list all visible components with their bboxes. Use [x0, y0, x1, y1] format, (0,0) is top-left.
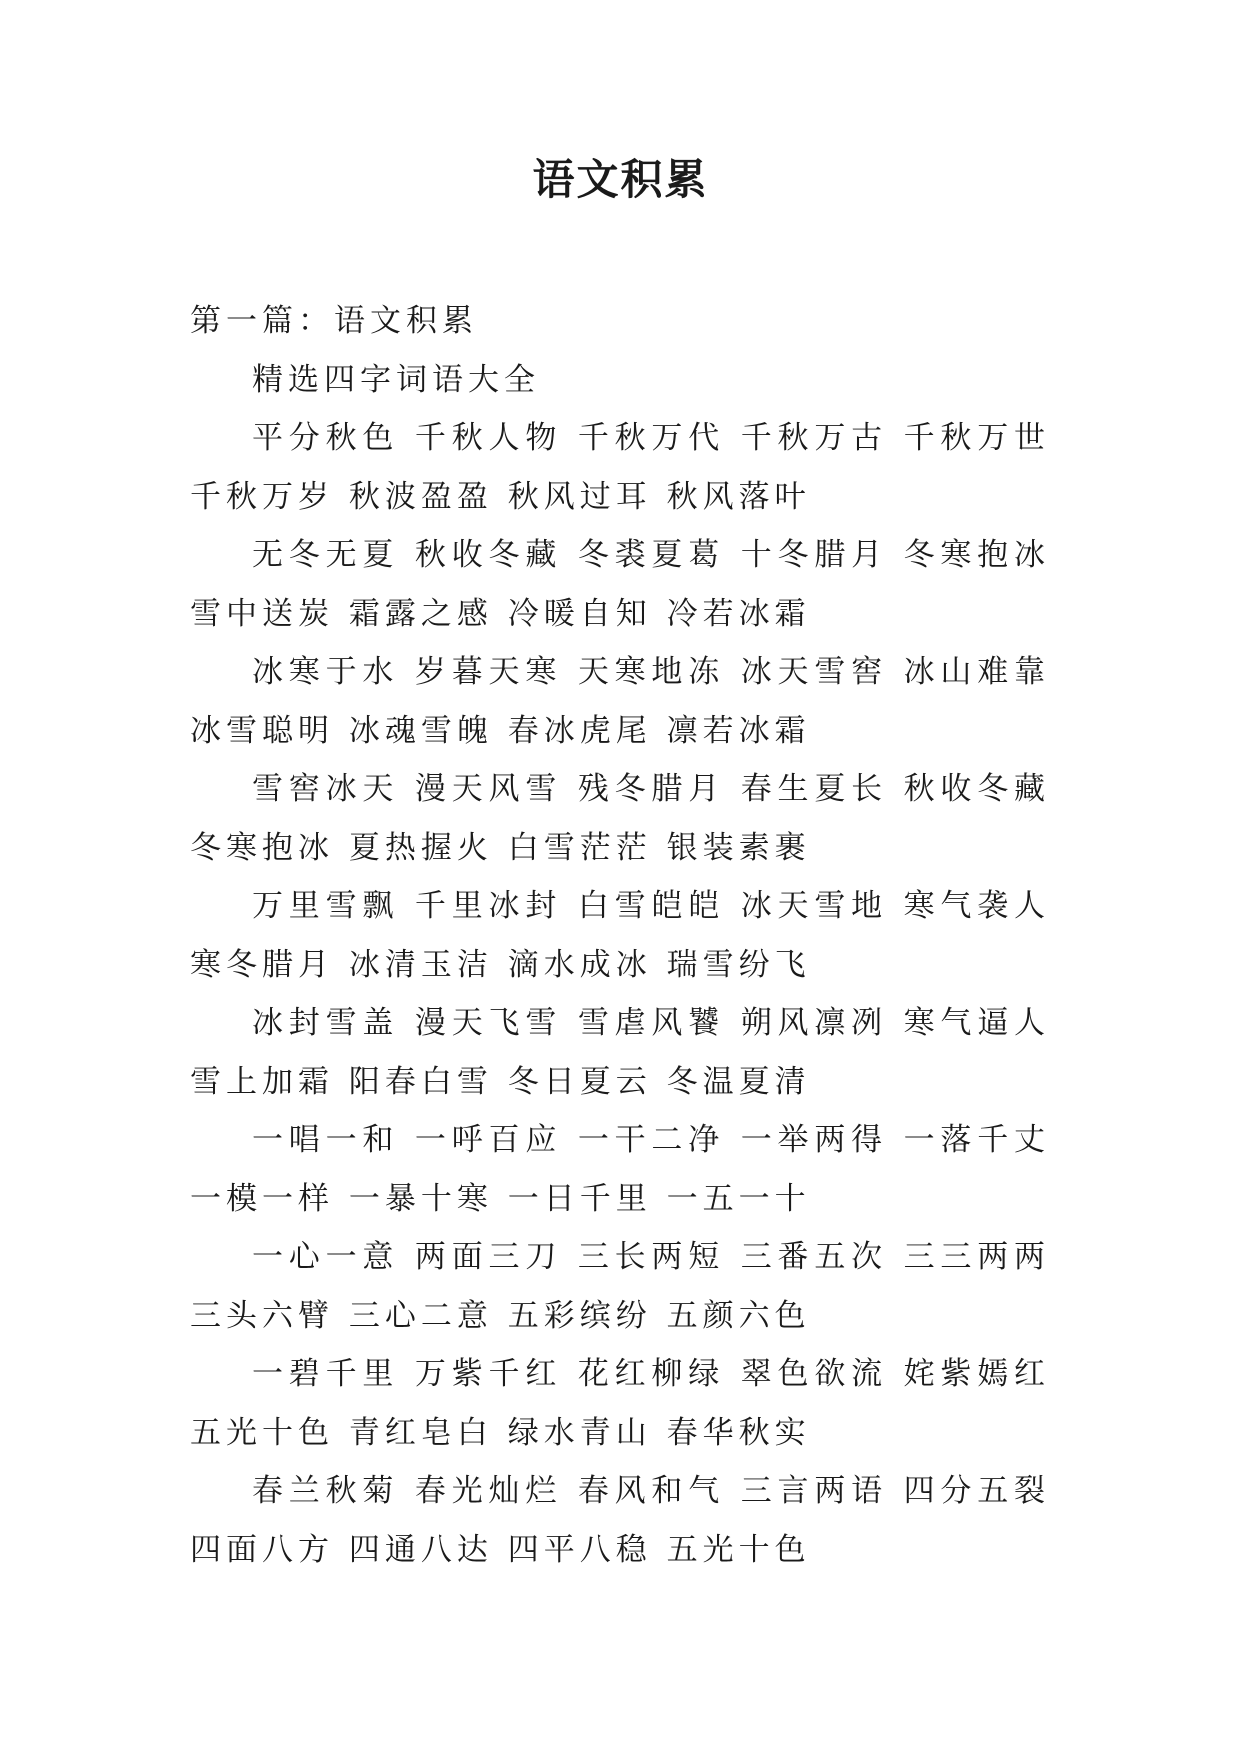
idiom-word: 一干二净	[577, 1122, 726, 1158]
document-title: 语文积累	[532, 155, 709, 204]
word-paragraph	[190, 1462, 1050, 1579]
idiom-word: 翠色欲流	[740, 1356, 888, 1392]
idiom-word: 岁暮天寒	[414, 654, 563, 690]
idiom-word: 千秋人物	[414, 420, 563, 456]
idiom-word: 花红柳绿	[577, 1356, 726, 1392]
idiom-word: 残冬腊月	[577, 771, 726, 807]
word-paragraph	[190, 1111, 1050, 1228]
idiom-word: 五光十色	[190, 1414, 334, 1451]
idiom-word: 一落千丈	[903, 1122, 1051, 1158]
idiom-word: 四通八达	[348, 1531, 493, 1568]
word-paragraph	[190, 643, 1050, 760]
idiom-word: 一暴十寒	[348, 1180, 493, 1217]
word-paragraph	[190, 1345, 1050, 1462]
idiom-word: 春风和气	[577, 1473, 726, 1509]
idiom-word: 秋收冬藏	[414, 537, 563, 573]
idiom-word: 漫天飞雪	[414, 1005, 563, 1041]
idiom-word: 秋风落叶	[666, 478, 811, 515]
idiom-word: 千秋万古	[740, 420, 888, 456]
idiom-word: 青红皂白	[348, 1414, 493, 1451]
section-heading: 第一篇：语文积累	[190, 303, 478, 339]
idiom-word: 三番五次	[740, 1239, 888, 1275]
idiom-word: 千秋万世	[903, 420, 1051, 456]
idiom-word: 一碧千里	[252, 1356, 400, 1392]
idiom-word: 绿水青山	[507, 1414, 652, 1451]
idiom-word: 五颜六色	[666, 1297, 811, 1334]
word-paragraph	[190, 877, 1050, 994]
idiom-word: 秋收冬藏	[903, 771, 1051, 807]
idiom-word: 四平八稳	[507, 1531, 652, 1568]
idiom-word: 春华秋实	[666, 1414, 811, 1451]
idiom-word: 一唱一和	[252, 1122, 400, 1158]
idiom-word: 一呼百应	[414, 1122, 563, 1158]
idiom-word: 雪中送炭	[190, 595, 334, 632]
idiom-word: 滴水成冰	[507, 946, 652, 983]
document-body	[190, 292, 1050, 1579]
idiom-word: 冰清玉洁	[348, 946, 493, 983]
idiom-word: 冰封雪盖	[252, 1005, 400, 1041]
idiom-word: 千里冰封	[414, 888, 563, 924]
idiom-word: 四分五裂	[903, 1473, 1051, 1509]
idiom-word: 朔风凛冽	[740, 1005, 888, 1041]
idiom-word: 十冬腊月	[740, 537, 888, 573]
idiom-word: 三长两短	[577, 1239, 726, 1275]
idiom-word: 冰雪聪明	[190, 712, 334, 749]
idiom-word: 雪窖冰天	[252, 771, 400, 807]
idiom-word: 千秋万岁	[190, 478, 334, 515]
idiom-word: 冰山难靠	[903, 654, 1051, 690]
idiom-word: 平分秋色	[252, 420, 400, 456]
idiom-word: 冰魂雪魄	[348, 712, 493, 749]
idiom-word: 霜露之感	[348, 595, 493, 632]
idiom-word: 五彩缤纷	[507, 1297, 652, 1334]
idiom-word: 雪虐风饕	[577, 1005, 726, 1041]
idiom-word: 雪上加霜	[190, 1063, 334, 1100]
idiom-word: 阳春白雪	[348, 1063, 493, 1100]
idiom-word: 寒冬腊月	[190, 946, 334, 983]
idiom-word: 冬温夏清	[666, 1063, 811, 1100]
idiom-word: 冬日夏云	[507, 1063, 652, 1100]
idiom-word: 寒气逼人	[903, 1005, 1051, 1041]
idiom-word: 四面八方	[190, 1531, 334, 1568]
idiom-word: 天寒地冻	[577, 654, 726, 690]
idiom-word: 夏热握火	[348, 829, 493, 866]
word-paragraph	[190, 994, 1050, 1111]
idiom-word: 冬裘夏葛	[577, 537, 726, 573]
idiom-word: 一五一十	[666, 1180, 811, 1217]
idiom-word: 寒气袭人	[903, 888, 1051, 924]
idiom-word: 万紫千红	[414, 1356, 563, 1392]
idiom-word: 冰寒于水	[252, 654, 400, 690]
idiom-word: 一心一意	[252, 1239, 400, 1275]
idiom-word: 秋风过耳	[507, 478, 652, 515]
idiom-word: 春生夏长	[740, 771, 888, 807]
idiom-word: 万里雪飘	[252, 888, 400, 924]
word-paragraph	[190, 526, 1050, 643]
idiom-word: 三心二意	[348, 1297, 493, 1334]
idiom-word: 银装素裹	[666, 829, 811, 866]
idiom-word: 白雪茫茫	[507, 829, 652, 866]
idiom-word: 姹紫嫣红	[903, 1356, 1051, 1392]
idiom-word: 三头六臂	[190, 1297, 334, 1334]
idiom-word: 千秋万代	[577, 420, 726, 456]
word-paragraph	[190, 760, 1050, 877]
word-paragraphs	[190, 409, 1050, 1579]
idiom-word: 春光灿烂	[414, 1473, 563, 1509]
idiom-word: 冷若冰霜	[666, 595, 811, 632]
idiom-word: 三三两两	[903, 1239, 1051, 1275]
idiom-word: 冬寒抱冰	[903, 537, 1051, 573]
idiom-word: 冷暖自知	[507, 595, 652, 632]
idiom-word: 瑞雪纷飞	[666, 946, 811, 983]
idiom-word: 凛若冰霜	[666, 712, 811, 749]
idiom-word: 一举两得	[740, 1122, 888, 1158]
idiom-word: 冰天雪窖	[740, 654, 888, 690]
idiom-word: 春兰秋菊	[252, 1473, 400, 1509]
idiom-word: 一日千里	[507, 1180, 652, 1217]
word-paragraph	[190, 1228, 1050, 1345]
idiom-word: 白雪皑皑	[577, 888, 726, 924]
idiom-word: 漫天风雪	[414, 771, 563, 807]
idiom-word: 两面三刀	[414, 1239, 563, 1275]
idiom-word: 五光十色	[666, 1531, 811, 1568]
idiom-word: 三言两语	[740, 1473, 888, 1509]
word-paragraph	[190, 409, 1050, 526]
idiom-word: 春冰虎尾	[507, 712, 652, 749]
idiom-word: 一模一样	[190, 1180, 334, 1217]
subheading: 精选四字词语大全	[252, 361, 540, 398]
idiom-word: 秋波盈盈	[348, 478, 493, 515]
idiom-word: 冬寒抱冰	[190, 829, 334, 866]
idiom-word: 冰天雪地	[740, 888, 888, 924]
idiom-word: 无冬无夏	[252, 537, 400, 573]
